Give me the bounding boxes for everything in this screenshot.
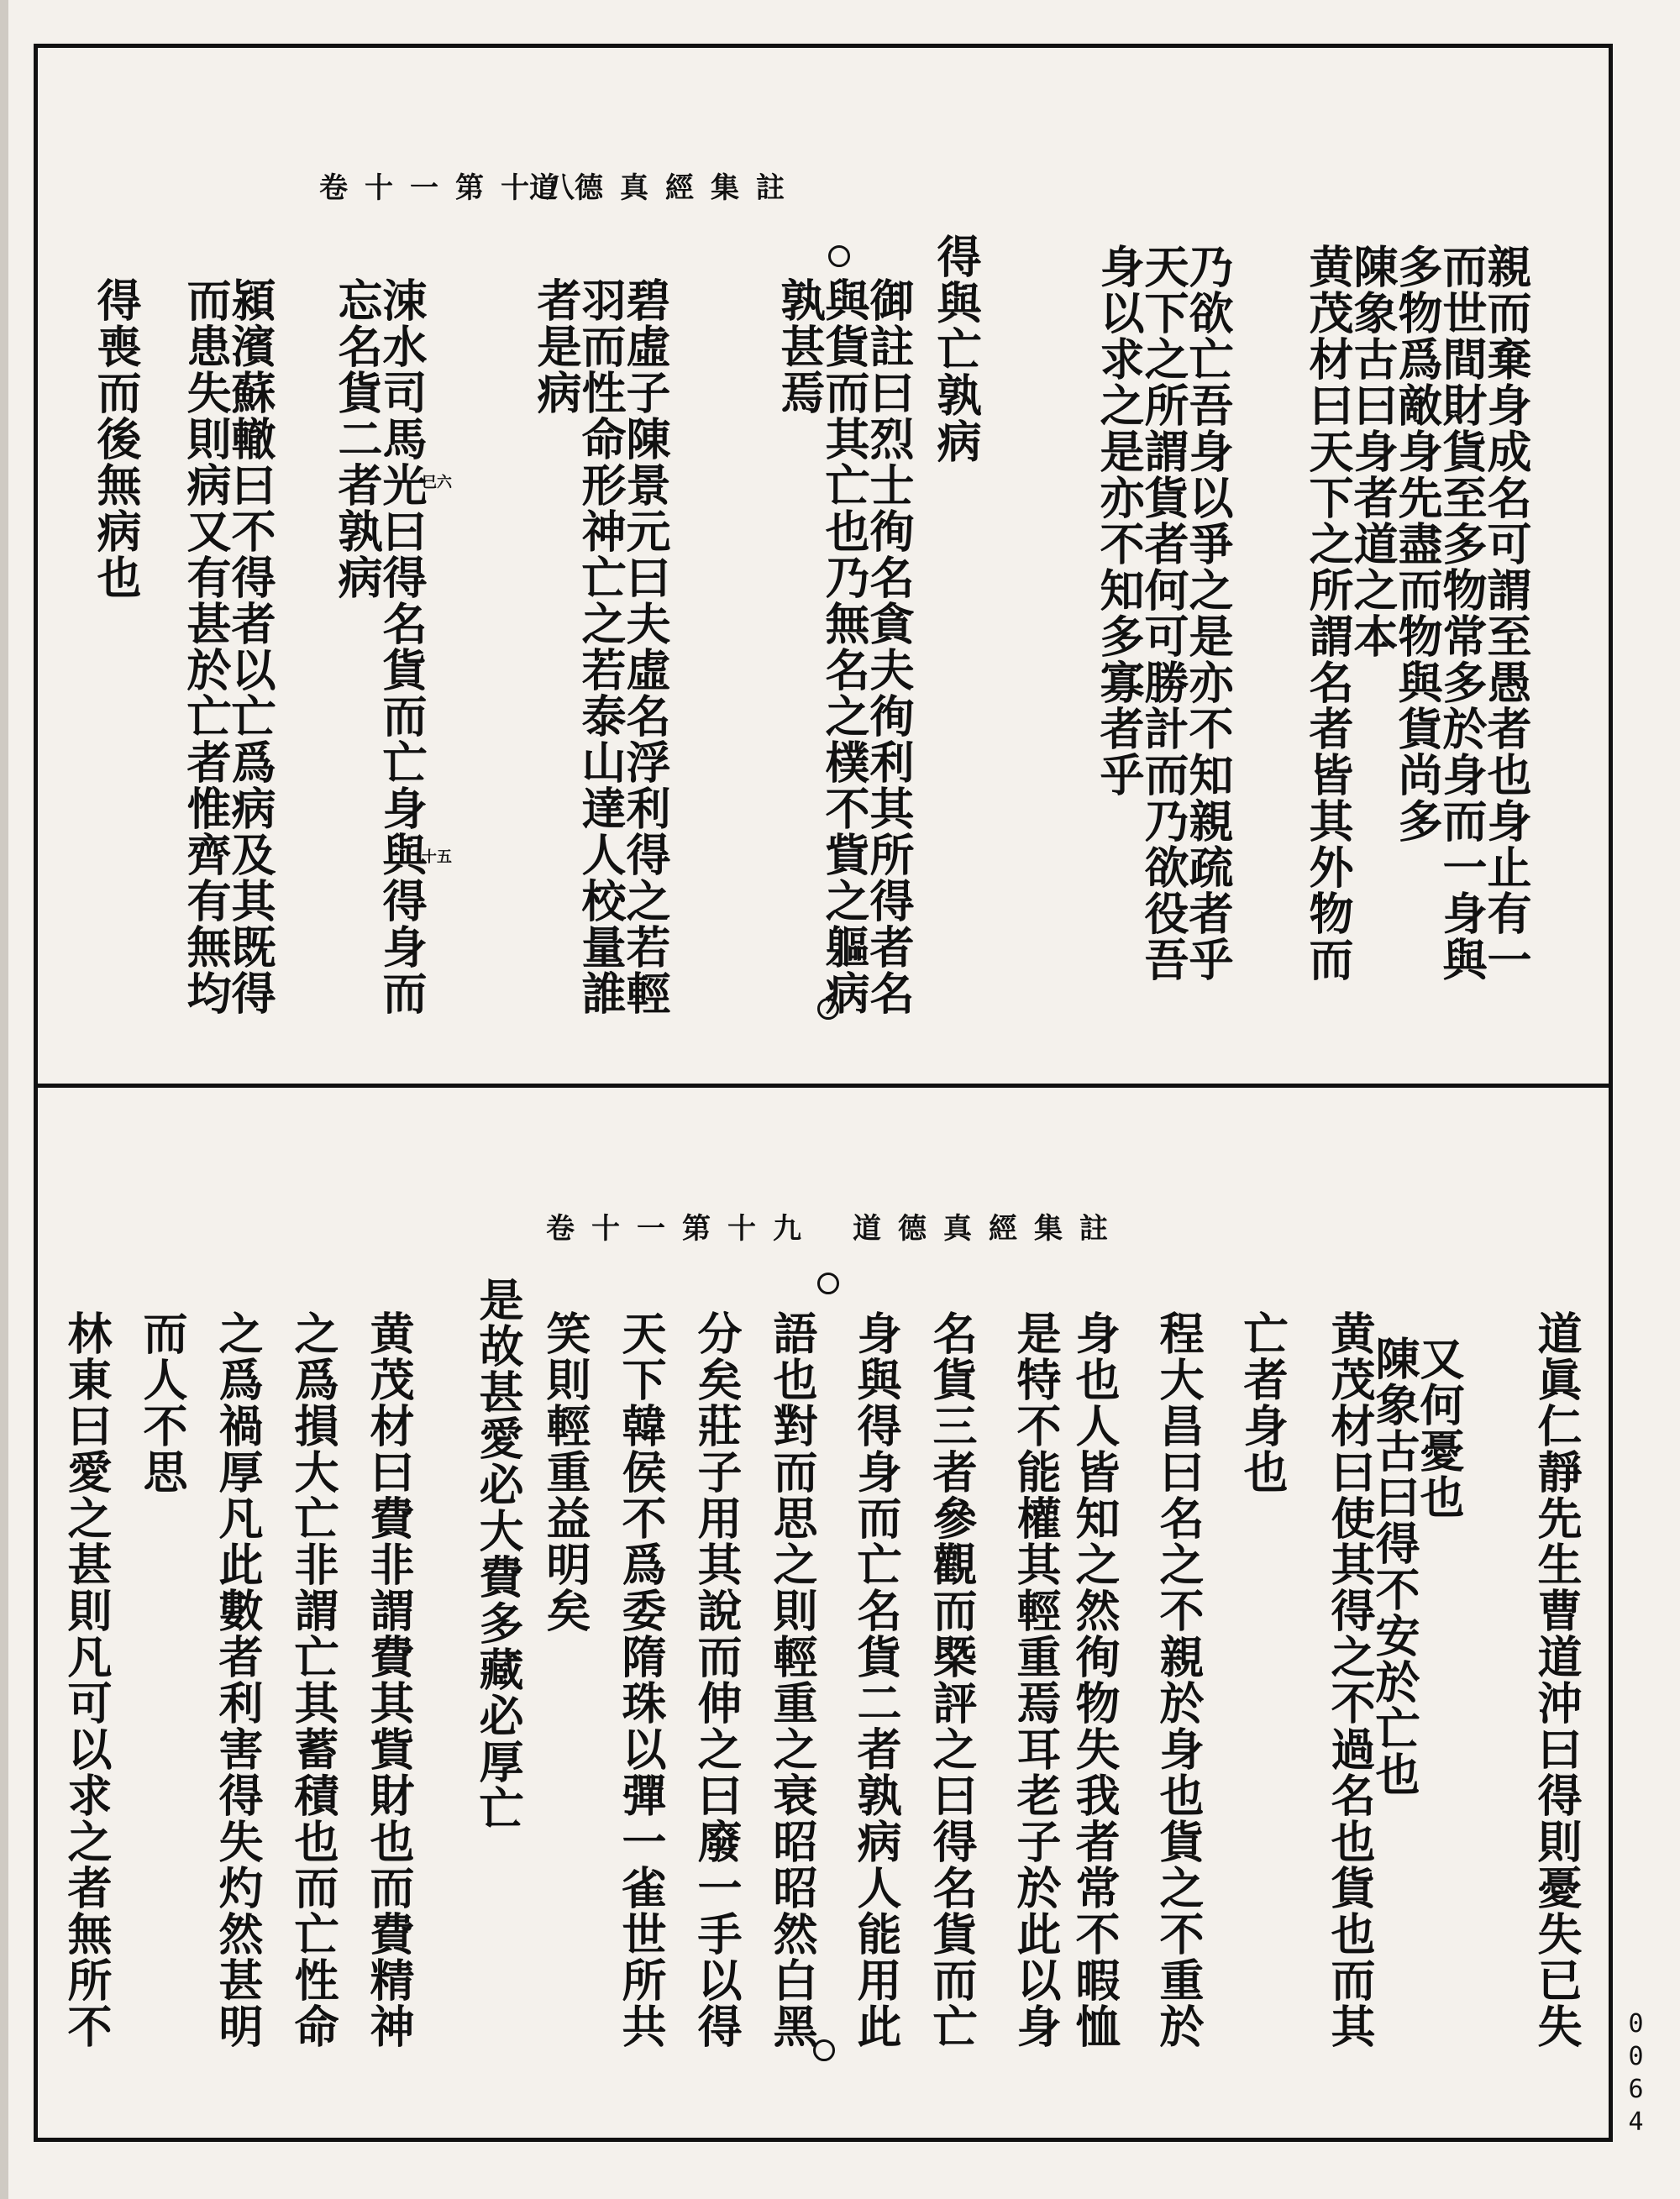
top-col-8: 身以求之是亦不知多寡者乎 [1093, 244, 1145, 798]
bottom-circle-marker-1 [817, 1273, 839, 1294]
top-col-16: 涑水司馬光曰得名貨而亡身與得身而 [375, 277, 428, 1016]
top-header-title: 道德真經集註 [529, 171, 801, 205]
top-col-13: 碧虛子陳景元曰夫虛名浮利得之若輕 [619, 277, 671, 1016]
top-col-17: 忘名貨二者孰病 [331, 277, 383, 601]
top-col-20: 得喪而後無病也 [90, 277, 142, 601]
bottom-col-6: 程大昌曰名之不親於身也貨之不重於 [1152, 1310, 1205, 2049]
top-col-5: 黄茂材曰天下之所謂名者皆其外物而 [1302, 244, 1354, 983]
top-col-12: 孰甚焉 [774, 277, 826, 416]
bottom-col-2: 又何憂也 [1413, 1336, 1465, 1520]
top-circle-marker-2 [817, 998, 839, 1020]
half-divider [34, 1084, 1613, 1088]
bottom-col-18: 之爲禍厚凡此數者利害得失灼然甚明 [212, 1310, 264, 2049]
bottom-col-8: 是特不能權其輕重焉耳老子於此以身 [1010, 1310, 1062, 2049]
top-small-mark-2: 十五 [422, 848, 452, 866]
top-col-19: 而患失則病又有甚於亡者惟齊有無均 [180, 277, 232, 1016]
bottom-col-5: 亡者身也 [1236, 1310, 1289, 1495]
top-col-9: 得與亡孰病 [930, 234, 982, 464]
top-small-mark-1: 巳六 [422, 474, 452, 491]
top-col-1: 親而棄身成名可謂至愚者也身止有一 [1480, 244, 1532, 983]
bottom-col-4: 黄茂材曰使其得之不過名也貨也而其 [1324, 1310, 1376, 2049]
page-number: 0064 [1621, 2009, 1651, 2140]
top-col-11: 與貨而其亡也乃無名之樸不貲之軀病 [818, 277, 870, 1016]
bottom-col-14: 笑則輕重益明矣 [539, 1310, 591, 1634]
bottom-col-3: 陳象古曰得不安於亡也 [1368, 1336, 1420, 1798]
bottom-col-7: 身也人皆知之然徇物失我者常不暇恤 [1068, 1310, 1121, 2049]
bottom-col-16: 黄茂材曰費非謂費其貲財也而費精神 [363, 1310, 415, 2049]
top-col-2: 而世間財貨至多物常多於身而一身與 [1436, 244, 1488, 983]
bottom-circle-marker-2 [813, 2039, 835, 2061]
bottom-col-20: 林東曰愛之甚則凡可以求之者無所不 [60, 1310, 113, 2049]
scan-edge [0, 0, 8, 2199]
top-col-4: 陳象古曰身者道之本 [1347, 244, 1399, 659]
bottom-col-1: 道眞仁靜先生曹道沖曰得則憂失已失 [1530, 1310, 1583, 2049]
bottom-col-15: 是故甚愛必大費多藏必厚亡 [472, 1277, 524, 1831]
top-col-6: 乃欲亡吾身以爭之是亦不知親疏者乎 [1182, 244, 1234, 983]
bottom-col-19: 而人不思 [136, 1310, 188, 1495]
bottom-header-volume-text: 卷十一第十九 [546, 1212, 818, 1246]
top-header-volume [319, 165, 591, 206]
bottom-col-11: 語也對而思之則輕重之衰昭昭然白黑 [766, 1310, 818, 2049]
bottom-header-volume [546, 1205, 818, 1246]
bottom-header [853, 1205, 1125, 1246]
bottom-col-13: 天下韓侯不爲委隋珠以彈一雀世所共 [615, 1310, 667, 2049]
top-col-15: 者是病 [530, 277, 582, 416]
top-header-volume-text: 卷十一第十八 [319, 171, 591, 205]
top-col-10: 御註曰烈士徇名貪夫徇利其所得者名 [863, 277, 915, 1016]
top-col-7: 天下之所謂貨者何可勝計而乃欲役吾 [1137, 244, 1189, 983]
bottom-header-title: 道德真經集註 [853, 1212, 1125, 1246]
bottom-col-12: 分矣莊子用其說而伸之曰廢一手以得 [690, 1310, 743, 2049]
top-col-14: 羽而性命形神亡之若泰山達人校量誰 [575, 277, 627, 1016]
top-circle-marker-1 [828, 245, 850, 267]
top-col-18: 潁濱蘇轍曰不得者以亡爲病及其既得 [224, 277, 276, 1016]
bottom-col-10: 身與得身而亡名貨二者孰病人能用此 [850, 1310, 902, 2049]
bottom-col-17: 之爲損大亡非謂亡其蓄積也而亡性命 [287, 1310, 339, 2049]
top-col-3: 多物爲敵身先盡而物與貨尚多 [1391, 244, 1443, 844]
bottom-col-9: 名貨三者參觀而槩評之曰得名貨而亡 [926, 1310, 978, 2049]
